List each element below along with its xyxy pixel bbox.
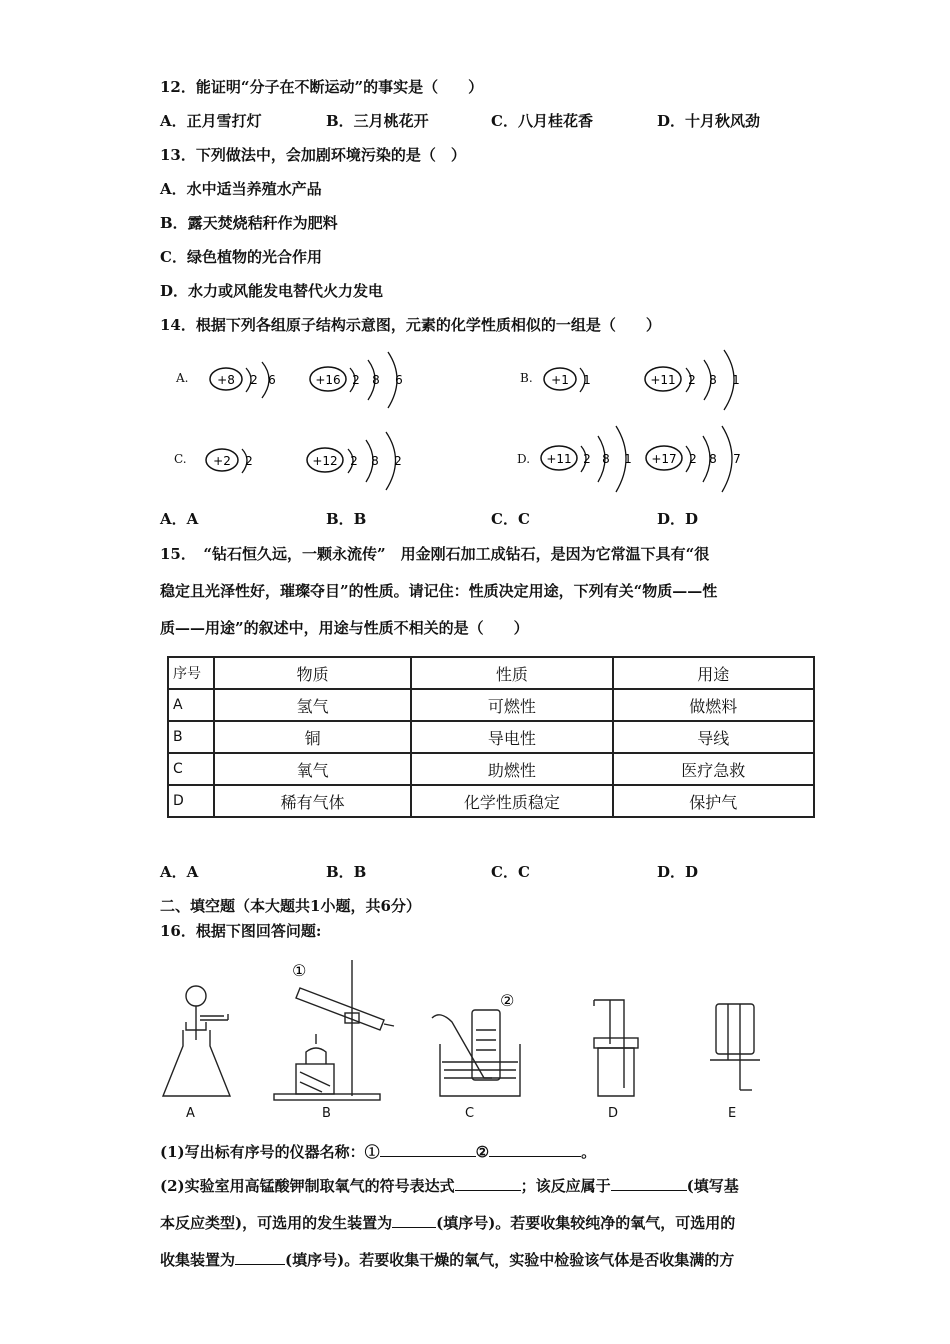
table-cell: 可燃性 (411, 689, 612, 721)
atom-b2-nucleus: +11 (650, 373, 676, 387)
table-cell: C (168, 753, 214, 785)
q16-part2-text-f: 收集装置为 (160, 1251, 236, 1269)
atom-c1-nucleus: +2 (213, 454, 231, 468)
q15-option-d: D．D (657, 863, 699, 881)
q12-option-d: D．十月秋风劲 (657, 112, 761, 130)
atom-d1-shell-3: 1 (624, 452, 632, 466)
table-cell: 化学性质稳定 (411, 785, 612, 817)
q16-part2-text-e: (填序号)。若要收集较纯净的氧气，可选用的 (436, 1214, 736, 1232)
q14-option-b: B．B (326, 510, 367, 528)
table-header-cell: 性质 (411, 657, 612, 689)
q14-stem: 14．根据下列各组原子结构示意图，元素的化学性质相似的一组是（ ） (160, 316, 661, 334)
atom-d2-shell-1: 2 (689, 452, 697, 466)
blank-instrument-1[interactable] (380, 1140, 476, 1157)
q12-option-a: A．正月雪打灯 (160, 112, 262, 130)
q16-part1-mid: ② (475, 1143, 490, 1161)
q16-stem: 16．根据下图回答问题: (160, 922, 322, 940)
atom-b2-shell-2: 8 (709, 373, 717, 387)
table-header-cell: 用途 (613, 657, 814, 689)
table-cell: 医疗急救 (613, 753, 814, 785)
table-header-cell: 物质 (214, 657, 411, 689)
blank-instrument-2[interactable] (489, 1140, 581, 1157)
q13-stem: 13．下列做法中，会加剧环境污染的是（ ） (160, 146, 466, 164)
blank-collector[interactable] (235, 1248, 285, 1265)
atom-b2-shell-1: 2 (688, 373, 696, 387)
atom-c2-nucleus: +12 (312, 454, 338, 468)
q16-part2-text-d: 本反应类型)，可选用的发生装置为 (160, 1214, 393, 1232)
q14-option-d: D．D (657, 510, 699, 528)
atom-a2-nucleus: +16 (315, 373, 341, 387)
atom-b1-shell-1: 1 (583, 373, 591, 387)
q16-part2-line3 (160, 1248, 734, 1270)
q14-option-c: C．C (491, 510, 530, 528)
apparatus-b (274, 960, 394, 1100)
q13-option-a: A．水中适当养殖水产品 (160, 180, 322, 198)
blank-generator[interactable] (392, 1211, 436, 1228)
table-cell: 助燃性 (411, 753, 612, 785)
q14-group-label-a: A. (176, 371, 189, 385)
atom-a1-nucleus: +8 (217, 373, 235, 387)
apparatus-d (594, 1000, 638, 1096)
apparatus-a (163, 986, 230, 1096)
q13-option-c: C．绿色植物的光合作用 (160, 248, 322, 266)
atom-c1-shell-1: 2 (245, 454, 253, 468)
table-cell: 导电性 (411, 721, 612, 753)
apparatus-label-c: C (465, 1106, 475, 1121)
q15-stem-line3: 质——用途”的叙述中，用途与性质不相关的是（ ） (160, 619, 529, 637)
table-cell: 氧气 (214, 753, 411, 785)
atom-a2-shell-3: 6 (395, 373, 403, 387)
q16-part2-text-g: (填序号)。若要收集干燥的氧气，实验中检验该气体是否收集满的方 (285, 1251, 735, 1269)
q16-part2-text-b: ；该反应属于 (520, 1177, 611, 1195)
q14-group-label-c: C. (174, 452, 187, 466)
q12-stem: 12．能证明“分子在不断运动”的事实是（ ） (160, 78, 484, 96)
atom-b1-nucleus: +1 (551, 373, 569, 387)
q16-part2-text-a: (2)实验室用高锰酸钾制取氧气的符号表达式 (160, 1177, 455, 1195)
q16-part2-line1 (160, 1174, 739, 1196)
marker-2: ② (500, 991, 515, 1010)
table-cell: B (168, 721, 214, 753)
q13-option-b: B．露天焚烧秸秆作为肥料 (160, 214, 338, 232)
atom-d1-nucleus: +11 (546, 452, 572, 466)
q13-option-d: D．水力或风能发电替代火力发电 (160, 282, 384, 300)
apparatus-label-b: B (322, 1106, 331, 1121)
q16-part1 (160, 1140, 596, 1162)
atom-d2-shell-3: 7 (733, 452, 741, 466)
q12-option-c: C．八月桂花香 (491, 112, 593, 130)
q16-part1-end: 。 (581, 1143, 597, 1161)
apparatus-label-a: A (186, 1106, 195, 1121)
apparatus-label-e: E (728, 1106, 737, 1121)
q15-stem-line1: 15． “钻石恒久远，一颗永流传” 用金刚石加工成钻石，是因为它常温下具有“很 (160, 545, 710, 563)
atom-a2-shell-1: 2 (352, 373, 360, 387)
atom-b2-shell-3: 1 (732, 373, 740, 387)
table-cell: 保护气 (613, 785, 814, 817)
q16-part2-text-c: (填写基 (686, 1177, 739, 1195)
atom-c2-shell-1: 2 (350, 454, 358, 468)
q14-group-label-d: D. (517, 452, 531, 466)
table-cell: 做燃料 (613, 689, 814, 721)
atom-c2-shell-2: 8 (371, 454, 379, 468)
table-cell: D (168, 785, 214, 817)
q15-option-b: B．B (326, 863, 367, 881)
q15-option-c: C．C (491, 863, 530, 881)
q16-part2-line2 (160, 1211, 735, 1233)
q14-option-a: A．A (160, 510, 199, 528)
blank-equation[interactable] (455, 1174, 521, 1191)
table-cell: 铜 (214, 721, 411, 753)
atom-a1-shell-1: 2 (250, 373, 258, 387)
apparatus-e (710, 1004, 760, 1090)
blank-reaction-type[interactable] (611, 1174, 687, 1191)
q12-option-b: B．三月桃花开 (326, 112, 429, 130)
atom-d1-shell-2: 8 (602, 452, 610, 466)
marker-1: ① (292, 961, 307, 980)
q16-part1-prefix: (1)写出标有序号的仪器名称：① (160, 1143, 380, 1161)
apparatus-label-d: D (608, 1106, 619, 1121)
table-header-cell: 序号 (168, 657, 214, 689)
atom-a1-shell-2: 6 (268, 373, 276, 387)
atom-c2-shell-3: 2 (394, 454, 402, 468)
table-cell: 稀有气体 (214, 785, 411, 817)
table-cell: 导线 (613, 721, 814, 753)
q14-group-label-b: B. (520, 371, 533, 385)
atom-d2-shell-2: 8 (709, 452, 717, 466)
table-cell: A (168, 689, 214, 721)
table-cell: 氢气 (214, 689, 411, 721)
atom-d2-nucleus: +17 (651, 452, 677, 466)
apparatus-c (432, 1010, 520, 1096)
atom-d1-shell-1: 2 (583, 452, 591, 466)
atom-a2-shell-2: 8 (372, 373, 380, 387)
q15-option-a: A．A (160, 863, 199, 881)
section2-title: 二、填空题（本大题共1小题，共6分） (160, 897, 421, 915)
q15-stem-line2: 稳定且光泽性好，璀璨夺目”的性质。请记住：性质决定用途，下列有关“物质——性 (160, 582, 718, 600)
